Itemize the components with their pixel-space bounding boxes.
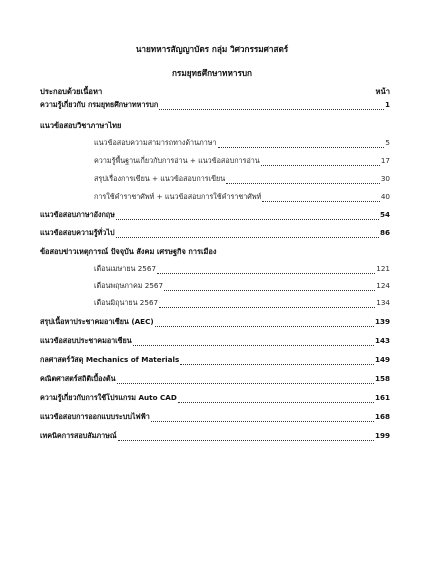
toc-section-heading: แนวข้อสอบวิชาภาษาไทย [40, 121, 122, 130]
toc-entry-label: แนวข้อสอบการออกแบบระบบไฟฟ้า [40, 412, 150, 421]
toc-leader [118, 433, 374, 441]
toc-entry-label: เดือนมิถุนายน 2567 [94, 298, 159, 307]
toc-entry [40, 412, 390, 422]
toc-entry-label: เดือนเมษายน 2567 [94, 264, 157, 273]
toc-leader [116, 212, 379, 220]
toc-entry-page: 143 [374, 336, 390, 345]
toc-leader [157, 266, 375, 274]
toc-entry-page: 139 [374, 317, 390, 326]
toc-entry-label: กลศาสตร์วัสดุ Mechanics of Materials [40, 355, 180, 364]
toc-entry [40, 393, 390, 403]
toc-entry [40, 431, 390, 441]
toc-entry-label: แนวข้อสอบประชาคมอาเซียน [40, 336, 132, 345]
toc-entry [40, 336, 390, 346]
toc-entry-label: เดือนพฤษภาคม 2567 [94, 281, 164, 290]
toc-section-heading: ข้อสอบข่าวเหตุการณ์ ปัจจุบัน สังคม เศรษฐกิจ การเมือง [40, 247, 217, 256]
toc-entry-label: สรุปเนื้อหาประชาคมอาเซียน (AEC) [40, 317, 154, 326]
toc-entry-page: 54 [379, 210, 390, 219]
page-column-label: หน้า [375, 87, 390, 96]
toc-entry [94, 156, 390, 166]
toc-entry-label: ความรู้เกี่ยวกับการใช้โปรแกรม Auto CAD [40, 393, 177, 402]
toc-leader [226, 176, 380, 184]
toc-entry-page: 86 [379, 228, 390, 237]
toc-entry-page: 158 [374, 374, 390, 383]
toc-entry-page: 161 [374, 393, 390, 402]
toc-leader [159, 300, 375, 308]
toc-leader [164, 283, 375, 291]
toc-leader [159, 102, 384, 110]
toc-entry-label: แนวข้อสอบความสามารถทางด้านภาษา [94, 138, 217, 147]
toc-entry-page: 199 [374, 431, 390, 440]
toc-entry [94, 298, 390, 308]
toc-entry-label: ความรู้พื้นฐานเกี่ยวกับการอ่าน + แนวข้อสอบการอ่าน [94, 156, 260, 165]
toc-entry-label: ความรู้เกี่ยวกับ กรมยุทธศึกษาทหารบก [40, 100, 159, 109]
toc-leader [180, 357, 374, 365]
toc-entry-label: แนวข้อสอบความรู้ทั่วไป [40, 228, 115, 237]
toc-entry [94, 174, 390, 184]
toc-entry-page: 124 [376, 281, 390, 290]
document-title: นายทหารสัญญาบัตร กลุ่ม วิศวกรรมศาสตร์ [135, 44, 289, 54]
toc-leader [178, 395, 374, 403]
toc-entry [40, 355, 390, 365]
toc-leader [117, 376, 374, 384]
toc-entry-label: สรุปเรื่องการเขียน + แนวข้อสอบการเขียน [94, 174, 226, 183]
toc-entry-page: 134 [376, 298, 390, 307]
toc-entry-page: 121 [376, 264, 390, 273]
toc-entry-page: 30 [380, 174, 390, 183]
toc-leader [218, 140, 385, 148]
toc-entry [94, 138, 390, 148]
toc-leader [155, 319, 374, 327]
toc-entry-label: เทคนิคการสอบสัมภาษณ์ [40, 431, 117, 440]
toc-entry-page: 168 [374, 412, 390, 421]
toc-entry [94, 281, 390, 291]
toc-leader [262, 194, 380, 202]
toc-entry [40, 374, 390, 384]
toc-entry-label: คณิตศาสตร์สถิติเบื้องต้น [40, 374, 116, 383]
toc-entry-page: 5 [385, 138, 390, 147]
toc-entry-label: การใช้คำราชาศัพท์ + แนวข้อสอบการใช้คำราชาศัพท์ [94, 192, 262, 201]
toc-entry-page: 17 [380, 156, 390, 165]
toc-entry [94, 264, 390, 274]
toc-entry-label: แนวข้อสอบภาษาอังกฤษ [40, 210, 115, 219]
toc-leader [151, 414, 374, 422]
toc-entry [40, 210, 390, 220]
toc-entry [40, 317, 390, 327]
toc-leader [116, 230, 379, 238]
toc-entry-page: 1 [384, 100, 390, 109]
toc-entry [40, 228, 390, 238]
toc-leader [261, 158, 380, 166]
document-subtitle: กรมยุทธศึกษาทหารบก [171, 68, 253, 78]
contents-label: ประกอบด้วยเนื้อหา [40, 87, 103, 96]
toc-entry-page: 149 [374, 355, 390, 364]
toc-header [40, 86, 390, 98]
toc-entry [94, 192, 390, 202]
toc-leader [133, 338, 374, 346]
toc-entry-page: 40 [380, 192, 390, 201]
toc-entry [40, 100, 390, 110]
